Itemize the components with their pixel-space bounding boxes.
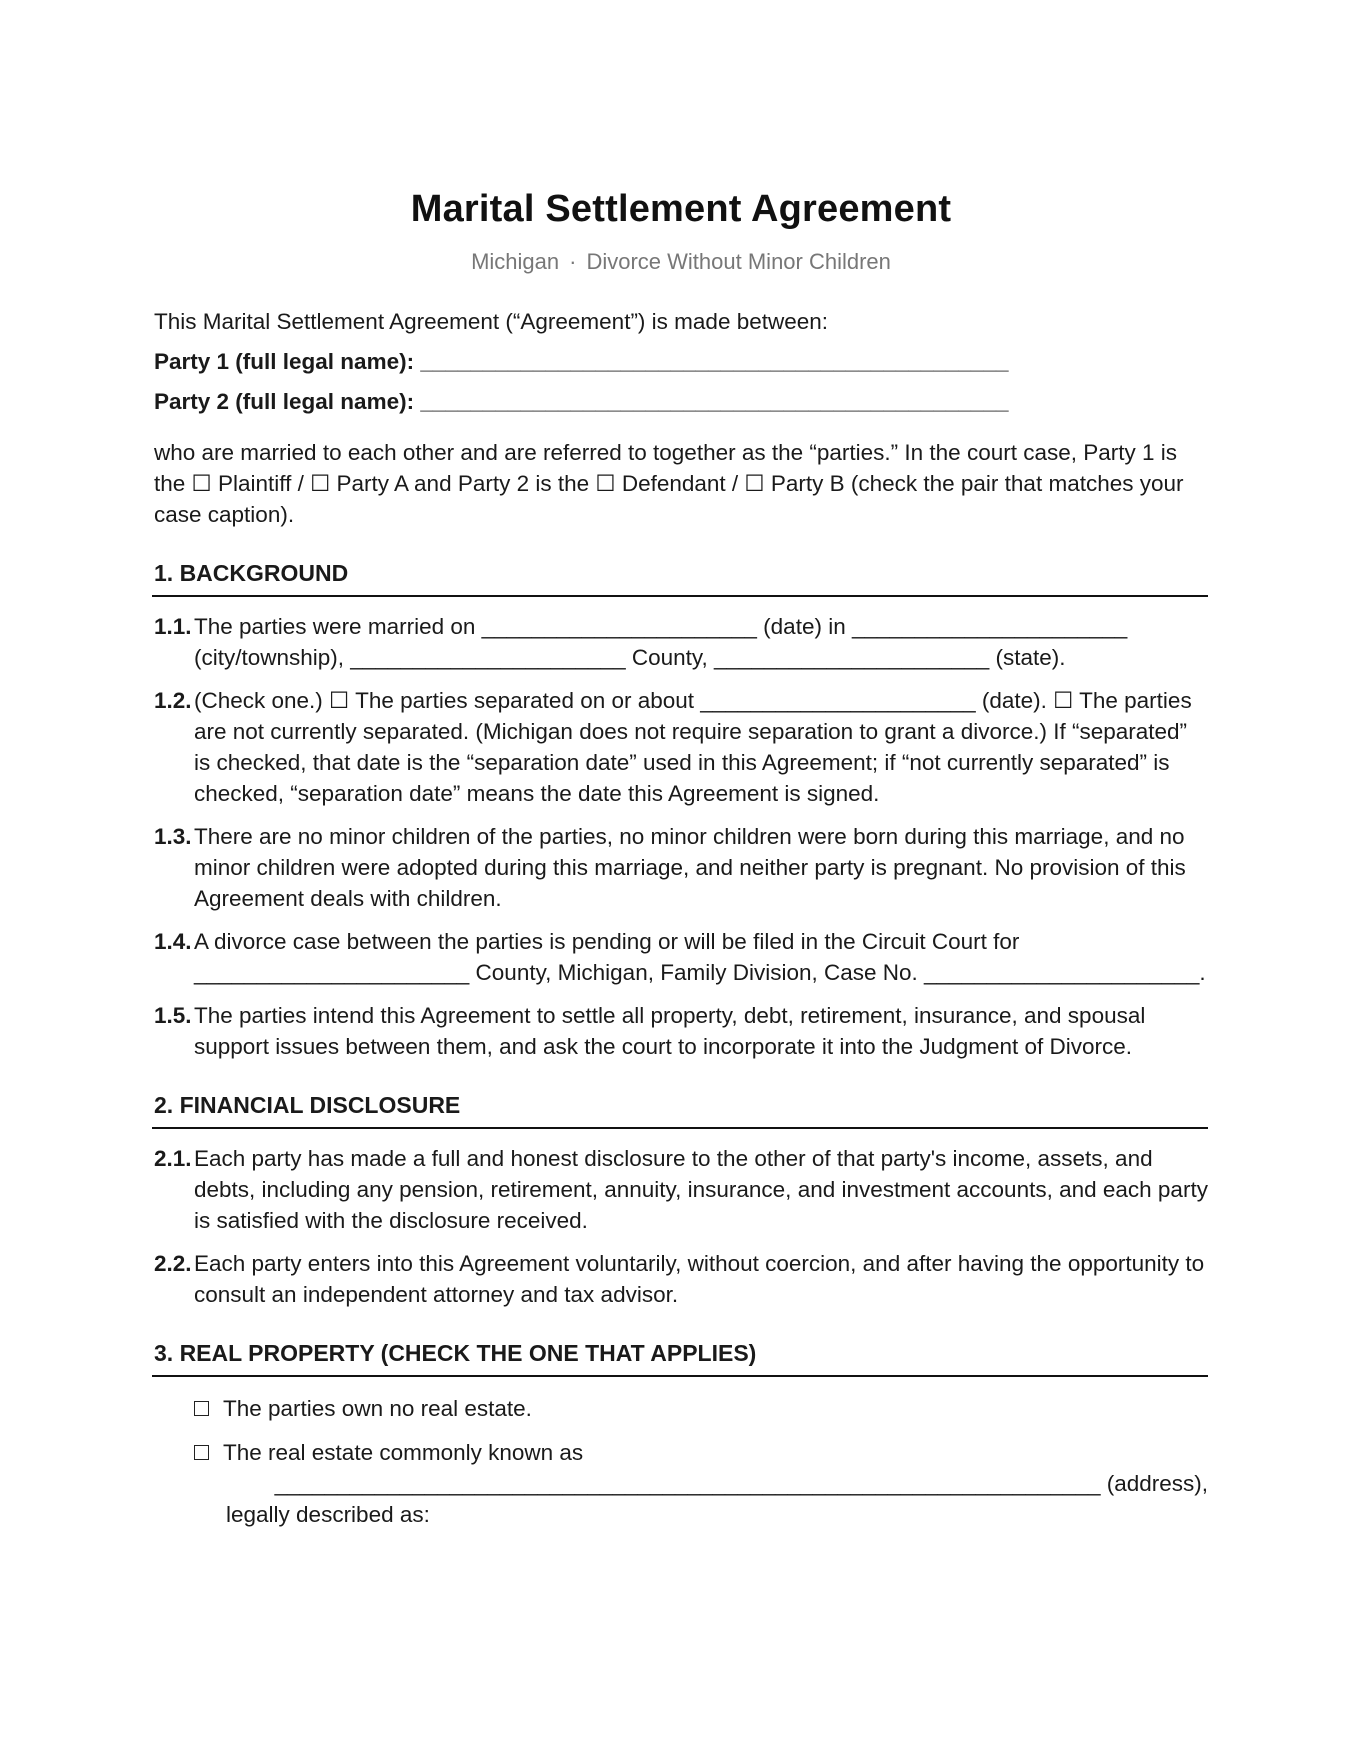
legal-description-label: legally described as: xyxy=(226,1502,430,1527)
clause-text: The parties were married on ______________________ (date) in ______________________ (city/township), ______________________ County, ______________________ (state). xyxy=(194,614,1128,670)
option-text: The real estate commonly known as xyxy=(223,1440,584,1465)
intro-text: This Marital Settlement Agreement (“Agreement”) is made between: xyxy=(154,309,829,334)
clause-1-2 xyxy=(154,685,1208,809)
subtitle-separator: · xyxy=(569,249,577,274)
clause-2-2 xyxy=(154,1248,1208,1310)
checkbox-icon[interactable] xyxy=(194,1401,209,1416)
clause-text: (Check one.) ☐ The parties separated on or about ______________________ (date). ☐ The parties are not currently separated. (Michigan does not require separation to grant a divorce.) If “separated” is checked, that date is the “separation date” used in this Agreement; if “not currently separated” is checked, “separation date” means the date this Agreement is signed. xyxy=(194,688,1192,806)
clause-number: 2.1. xyxy=(154,1146,192,1171)
section-3-heading: 3. REAL PROPERTY (CHECK THE ONE THAT APPLIES) xyxy=(152,1340,1208,1377)
party-2-line xyxy=(154,389,1208,415)
clause-text: Each party enters into this Agreement voluntarily, without coercion, and after having the opportunity to consult an independent attorney and tax advisor. xyxy=(194,1251,1205,1307)
section-2-heading: 2. FINANCIAL DISCLOSURE xyxy=(152,1092,1208,1129)
clause-text: There are no minor children of the parties, no minor children were born during this marriage, and no minor children were adopted during this marriage, and neither party is pregnant. No provision of this Agreement deals with children. xyxy=(194,824,1186,911)
party-2-blank: _______________________________________________ xyxy=(420,389,1009,414)
subtitle-type: Divorce Without Minor Children xyxy=(586,249,891,274)
clause-1-3 xyxy=(154,821,1208,914)
party-2-label: Party 2 (full legal name): xyxy=(154,389,415,414)
clause-number: 1.1. xyxy=(154,614,192,639)
address-blank-line: __________________________________________________________________ (address), xyxy=(274,1471,1208,1496)
subtitle xyxy=(154,249,1208,275)
clause-1-1 xyxy=(154,611,1208,673)
clause-number: 1.4. xyxy=(154,929,192,954)
clause-text: A divorce case between the parties is pending or will be filed in the Circuit Court for ______________________ County, Michigan, Family Division, Case No. ______________________. xyxy=(194,929,1206,985)
clause-1-4 xyxy=(154,926,1208,988)
page-title: Marital Settlement Agreement xyxy=(410,188,952,230)
party-1-label: Party 1 (full legal name): xyxy=(154,349,415,374)
party-1-line xyxy=(154,349,1208,375)
clause-number: 1.5. xyxy=(154,1003,192,1028)
option-text: The parties own no real estate. xyxy=(223,1396,532,1421)
clause-1-5 xyxy=(154,1000,1208,1062)
clause-number: 1.3. xyxy=(154,824,192,849)
clause-text: Each party has made a full and honest disclosure to the other of that party's income, assets, and debts, including any pension, retirement, annuity, insurance, and investment accounts, and each party is satisfied with the disclosure received. xyxy=(194,1146,1208,1233)
address-continuation xyxy=(154,1468,1208,1530)
clause-number: 2.2. xyxy=(154,1251,192,1276)
party-1-blank: _______________________________________________ xyxy=(420,349,1009,374)
section-1-heading: 1. BACKGROUND xyxy=(152,560,1208,597)
checkbox-icon[interactable] xyxy=(194,1445,209,1460)
parties-paragraph: who are married to each other and are referred to together as the “parties.” In the court case, Party 1 is the ☐ Plaintiff / ☐ Party A and Party 2 is the ☐ Defendant / ☐ Party B (check the pair that matches your case caption). xyxy=(154,440,1184,527)
clause-text: The parties intend this Agreement to settle all property, debt, retirement, insurance, and spousal support issues between them, and ask the court to incorporate it into the Judgment of Divorce. xyxy=(194,1003,1146,1059)
clause-number: 1.2. xyxy=(154,688,192,713)
real-property-option-none xyxy=(154,1393,1208,1424)
subtitle-state: Michigan xyxy=(471,249,560,274)
real-property-option-address xyxy=(154,1437,1208,1468)
clause-2-1 xyxy=(154,1143,1208,1236)
